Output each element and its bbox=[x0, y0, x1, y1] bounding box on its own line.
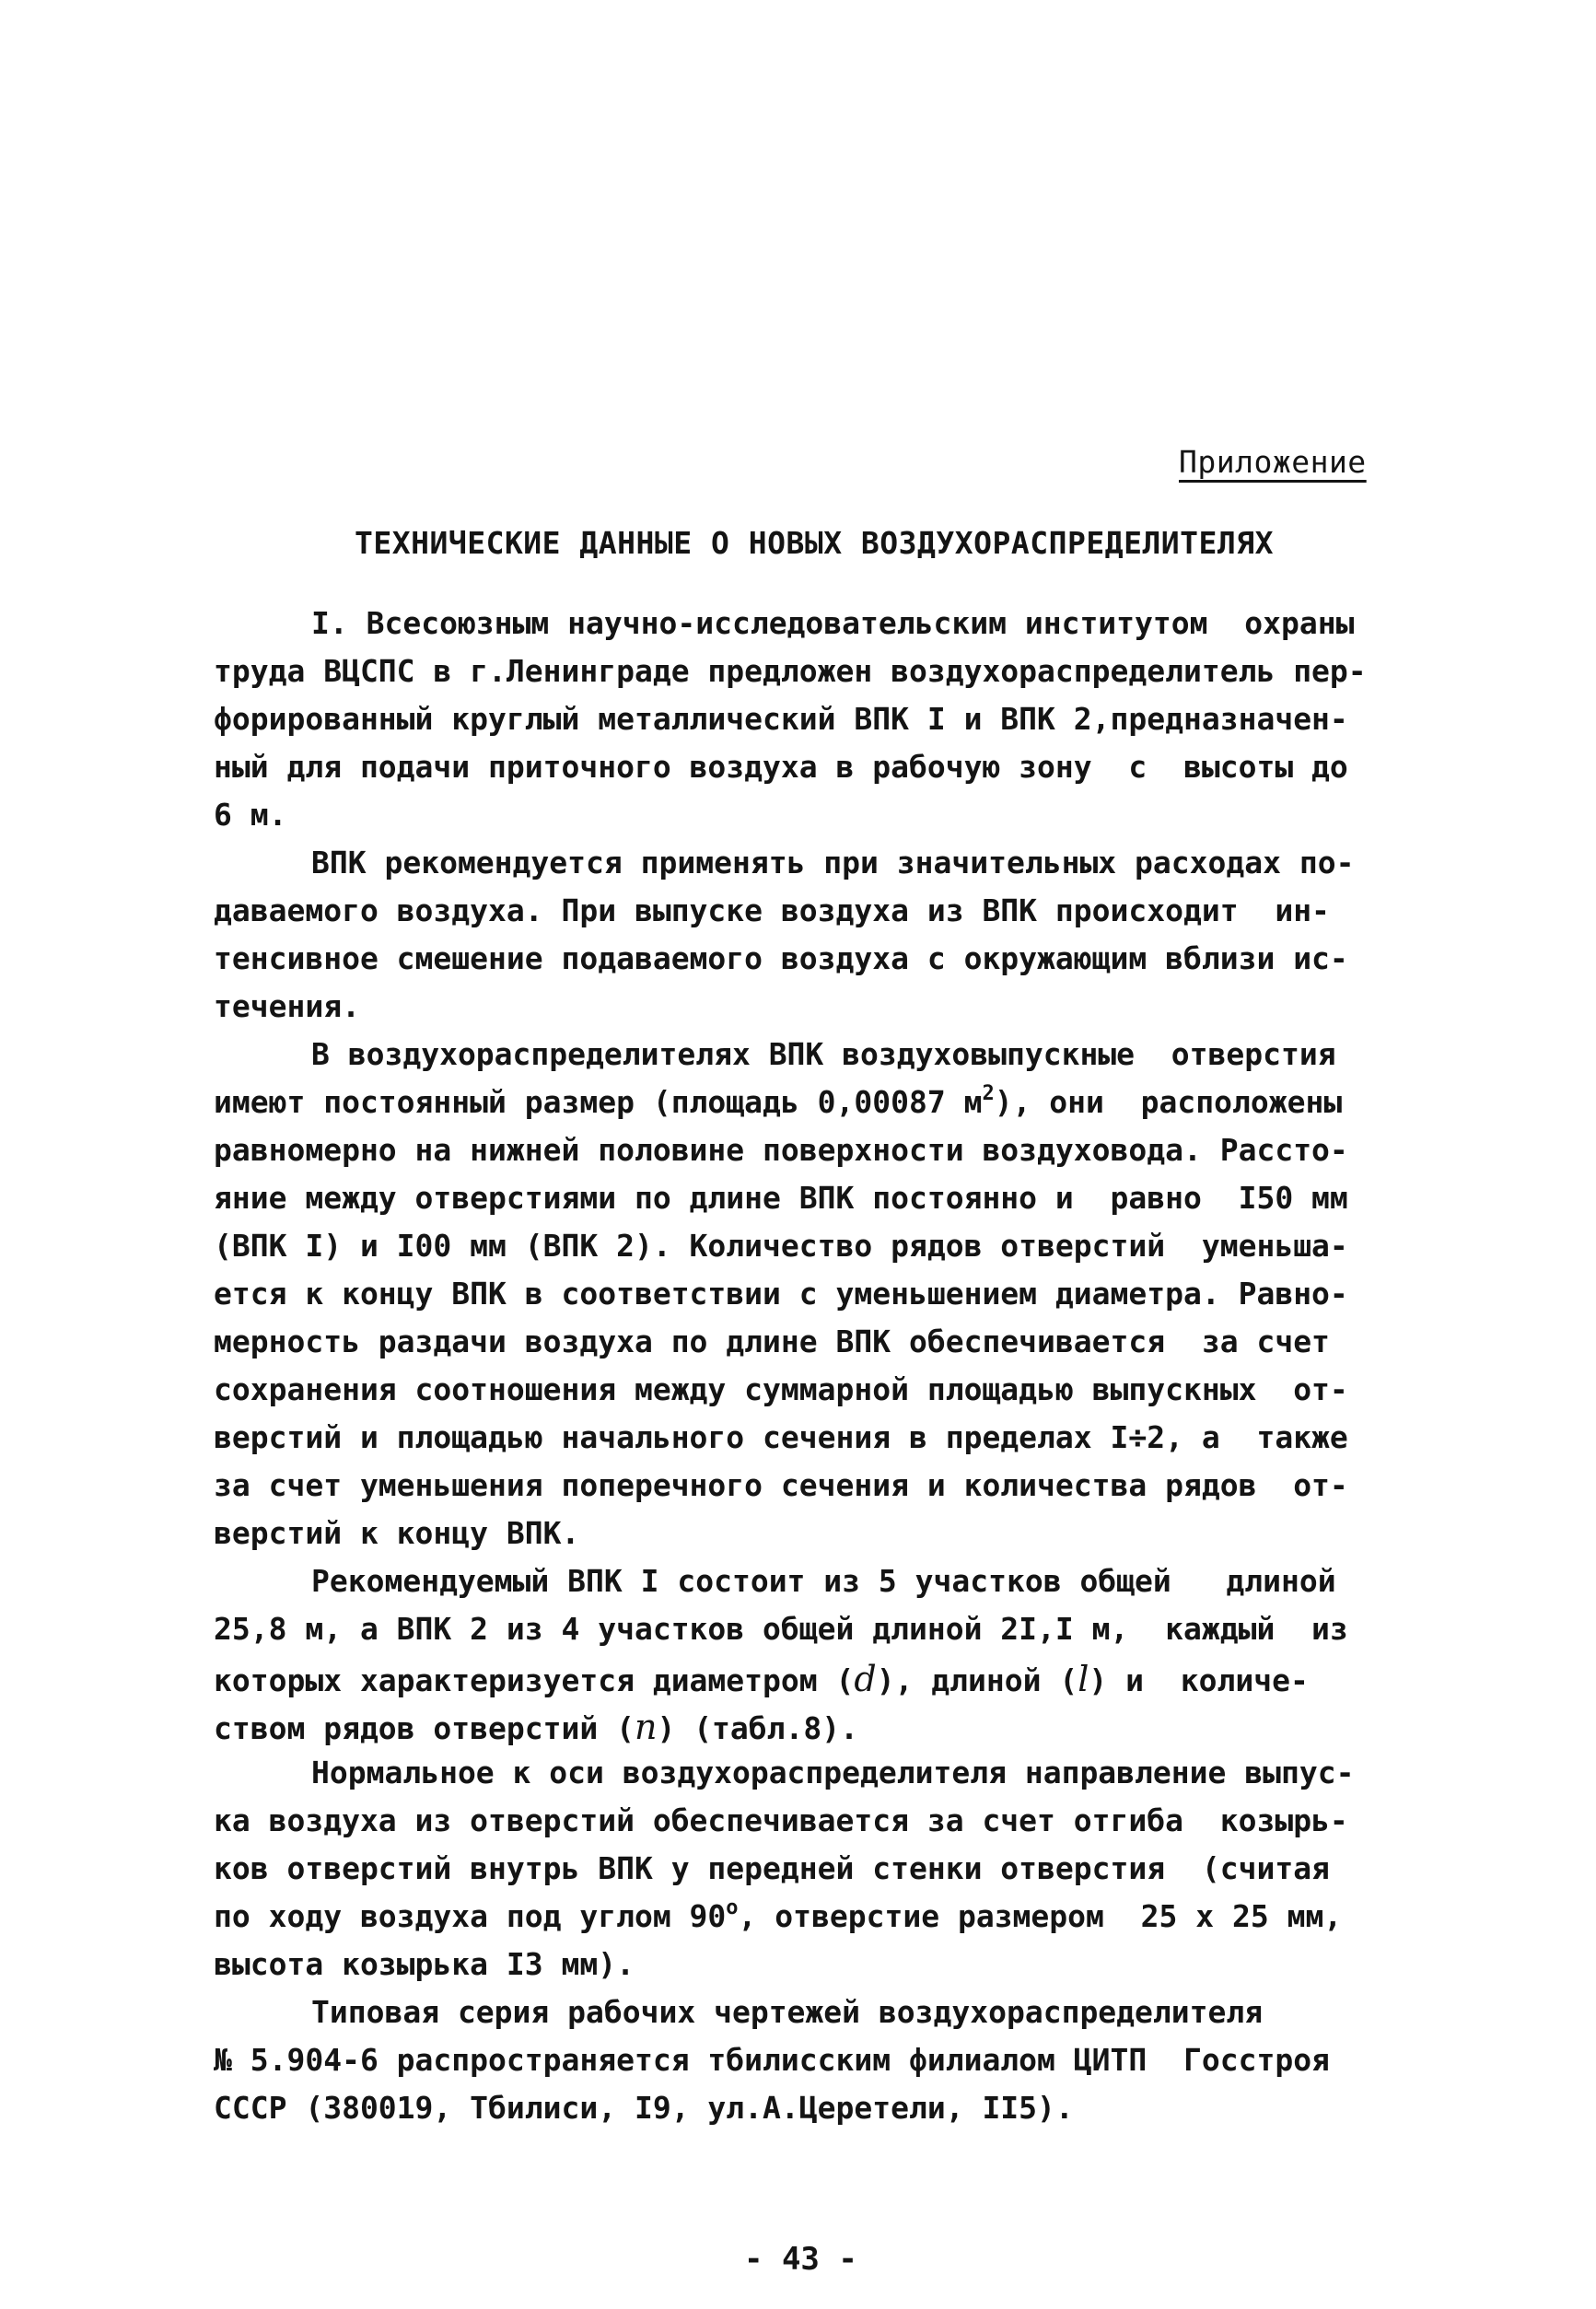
text-line: Типовая серия рабочих чертежей воздухораспределителя bbox=[311, 1994, 1264, 2030]
text-line: (ВПК I) и I00 мм (ВПК 2). Количество рядов отверстий уменьша- bbox=[214, 1228, 1348, 1264]
text-line bbox=[214, 1659, 1309, 1699]
text-line: равномерно на нижней половине поверхности воздуховода. Рассто- bbox=[214, 1132, 1348, 1168]
text-line: мерность раздачи воздуха по длине ВПК обеспечивается за счет bbox=[214, 1324, 1330, 1359]
text-line: течения. bbox=[214, 988, 360, 1024]
text-segment: ) (табл.8). bbox=[657, 1710, 858, 1746]
text-line bbox=[214, 1896, 1343, 1934]
text-line: I. Всесоюзным научно-исследовательским институтом охраны bbox=[311, 605, 1355, 641]
text-line: № 5.904-6 распространяется тбилисским филиалом ЦИТП Госстроя bbox=[214, 2042, 1330, 2078]
text-line: СССР (380019, Тбилиси, I9, ул.А.Церетели, II5). bbox=[214, 2090, 1074, 2126]
text-line: 25,8 м, а ВПК 2 из 4 участков общей длиной 2I,I м, каждый из bbox=[214, 1611, 1348, 1647]
text-segment: имеют постоянный размер (площадь 0,00087 м bbox=[214, 1084, 983, 1120]
text-line: ный для подачи приточного воздуха в рабочую зону с высоты до bbox=[214, 749, 1348, 785]
text-line: верстий и площадью начального сечения в пределах I÷2, а также bbox=[214, 1419, 1348, 1455]
superscript: о bbox=[726, 1896, 739, 1919]
text-line: ВПК рекомендуется применять при значительных расходах по- bbox=[311, 845, 1355, 880]
text-line: яние между отверстиями по длине ВПК постоянно и равно I50 мм bbox=[214, 1180, 1348, 1216]
text-line: ков отверстий внутрь ВПК у передней стенки отверстия (считая bbox=[214, 1850, 1330, 1886]
text-line: 6 м. bbox=[214, 797, 287, 833]
text-segment: ством рядов отверстий ( bbox=[214, 1710, 635, 1746]
text-segment: ), длиной ( bbox=[876, 1662, 1078, 1698]
text-segment: ), они расположены bbox=[994, 1084, 1343, 1120]
text-line bbox=[214, 1707, 858, 1747]
text-segment: , отверстие размером 25 х 25 мм, bbox=[738, 1898, 1343, 1934]
text-line: В воздухораспределителях ВПК воздуховыпускные отверстия bbox=[311, 1036, 1336, 1072]
text-line: ется к концу ВПК в соответствии с уменьшением диаметра. Равно- bbox=[214, 1276, 1348, 1312]
text-line: высота козырька I3 мм). bbox=[214, 1946, 635, 1982]
text-line bbox=[214, 1082, 1343, 1120]
text-line: сохранения соотношения между суммарной площадью выпускных от- bbox=[214, 1371, 1348, 1407]
appendix-label: Приложение bbox=[1179, 444, 1367, 480]
text-segment: по ходу воздуха под углом 90 bbox=[214, 1898, 727, 1934]
superscript: 2 bbox=[982, 1082, 995, 1105]
text-segment: ) и количе- bbox=[1089, 1662, 1309, 1698]
handwritten-variable-l: l bbox=[1078, 1659, 1089, 1699]
text-line: труда ВЦСПС в г.Ленинграде предложен воздухораспределитель пер- bbox=[214, 653, 1367, 689]
handwritten-variable-n: n bbox=[634, 1707, 658, 1747]
page-title: ТЕХНИЧЕСКИЕ ДАННЫЕ О НОВЫХ ВОЗДУХОРАСПРЕДЕЛИТЕЛЯХ bbox=[355, 525, 1275, 561]
page-number: - 43 - bbox=[744, 2241, 857, 2278]
text-line: форированный круглый металлический ВПК I и ВПК 2,предназначен- bbox=[214, 701, 1348, 737]
text-line: даваемого воздуха. При выпуске воздуха из ВПК происходит ин- bbox=[214, 892, 1330, 928]
text-line: Рекомендуемый ВПК I состоит из 5 участков общей длиной bbox=[311, 1563, 1336, 1599]
handwritten-variable-d: d bbox=[854, 1659, 877, 1699]
text-line: ка воздуха из отверстий обеспечивается за счет отгиба козырь- bbox=[214, 1802, 1348, 1838]
text-line: верстий к концу ВПК. bbox=[214, 1515, 580, 1551]
text-line: тенсивное смешение подаваемого воздуха с окружающим вблизи ис- bbox=[214, 940, 1348, 976]
text-line: за счет уменьшения поперечного сечения и количества рядов от- bbox=[214, 1467, 1348, 1503]
text-line: Нормальное к оси воздухораспределителя направление выпус- bbox=[311, 1755, 1355, 1790]
text-segment: которых характеризуется диаметром ( bbox=[214, 1662, 855, 1698]
